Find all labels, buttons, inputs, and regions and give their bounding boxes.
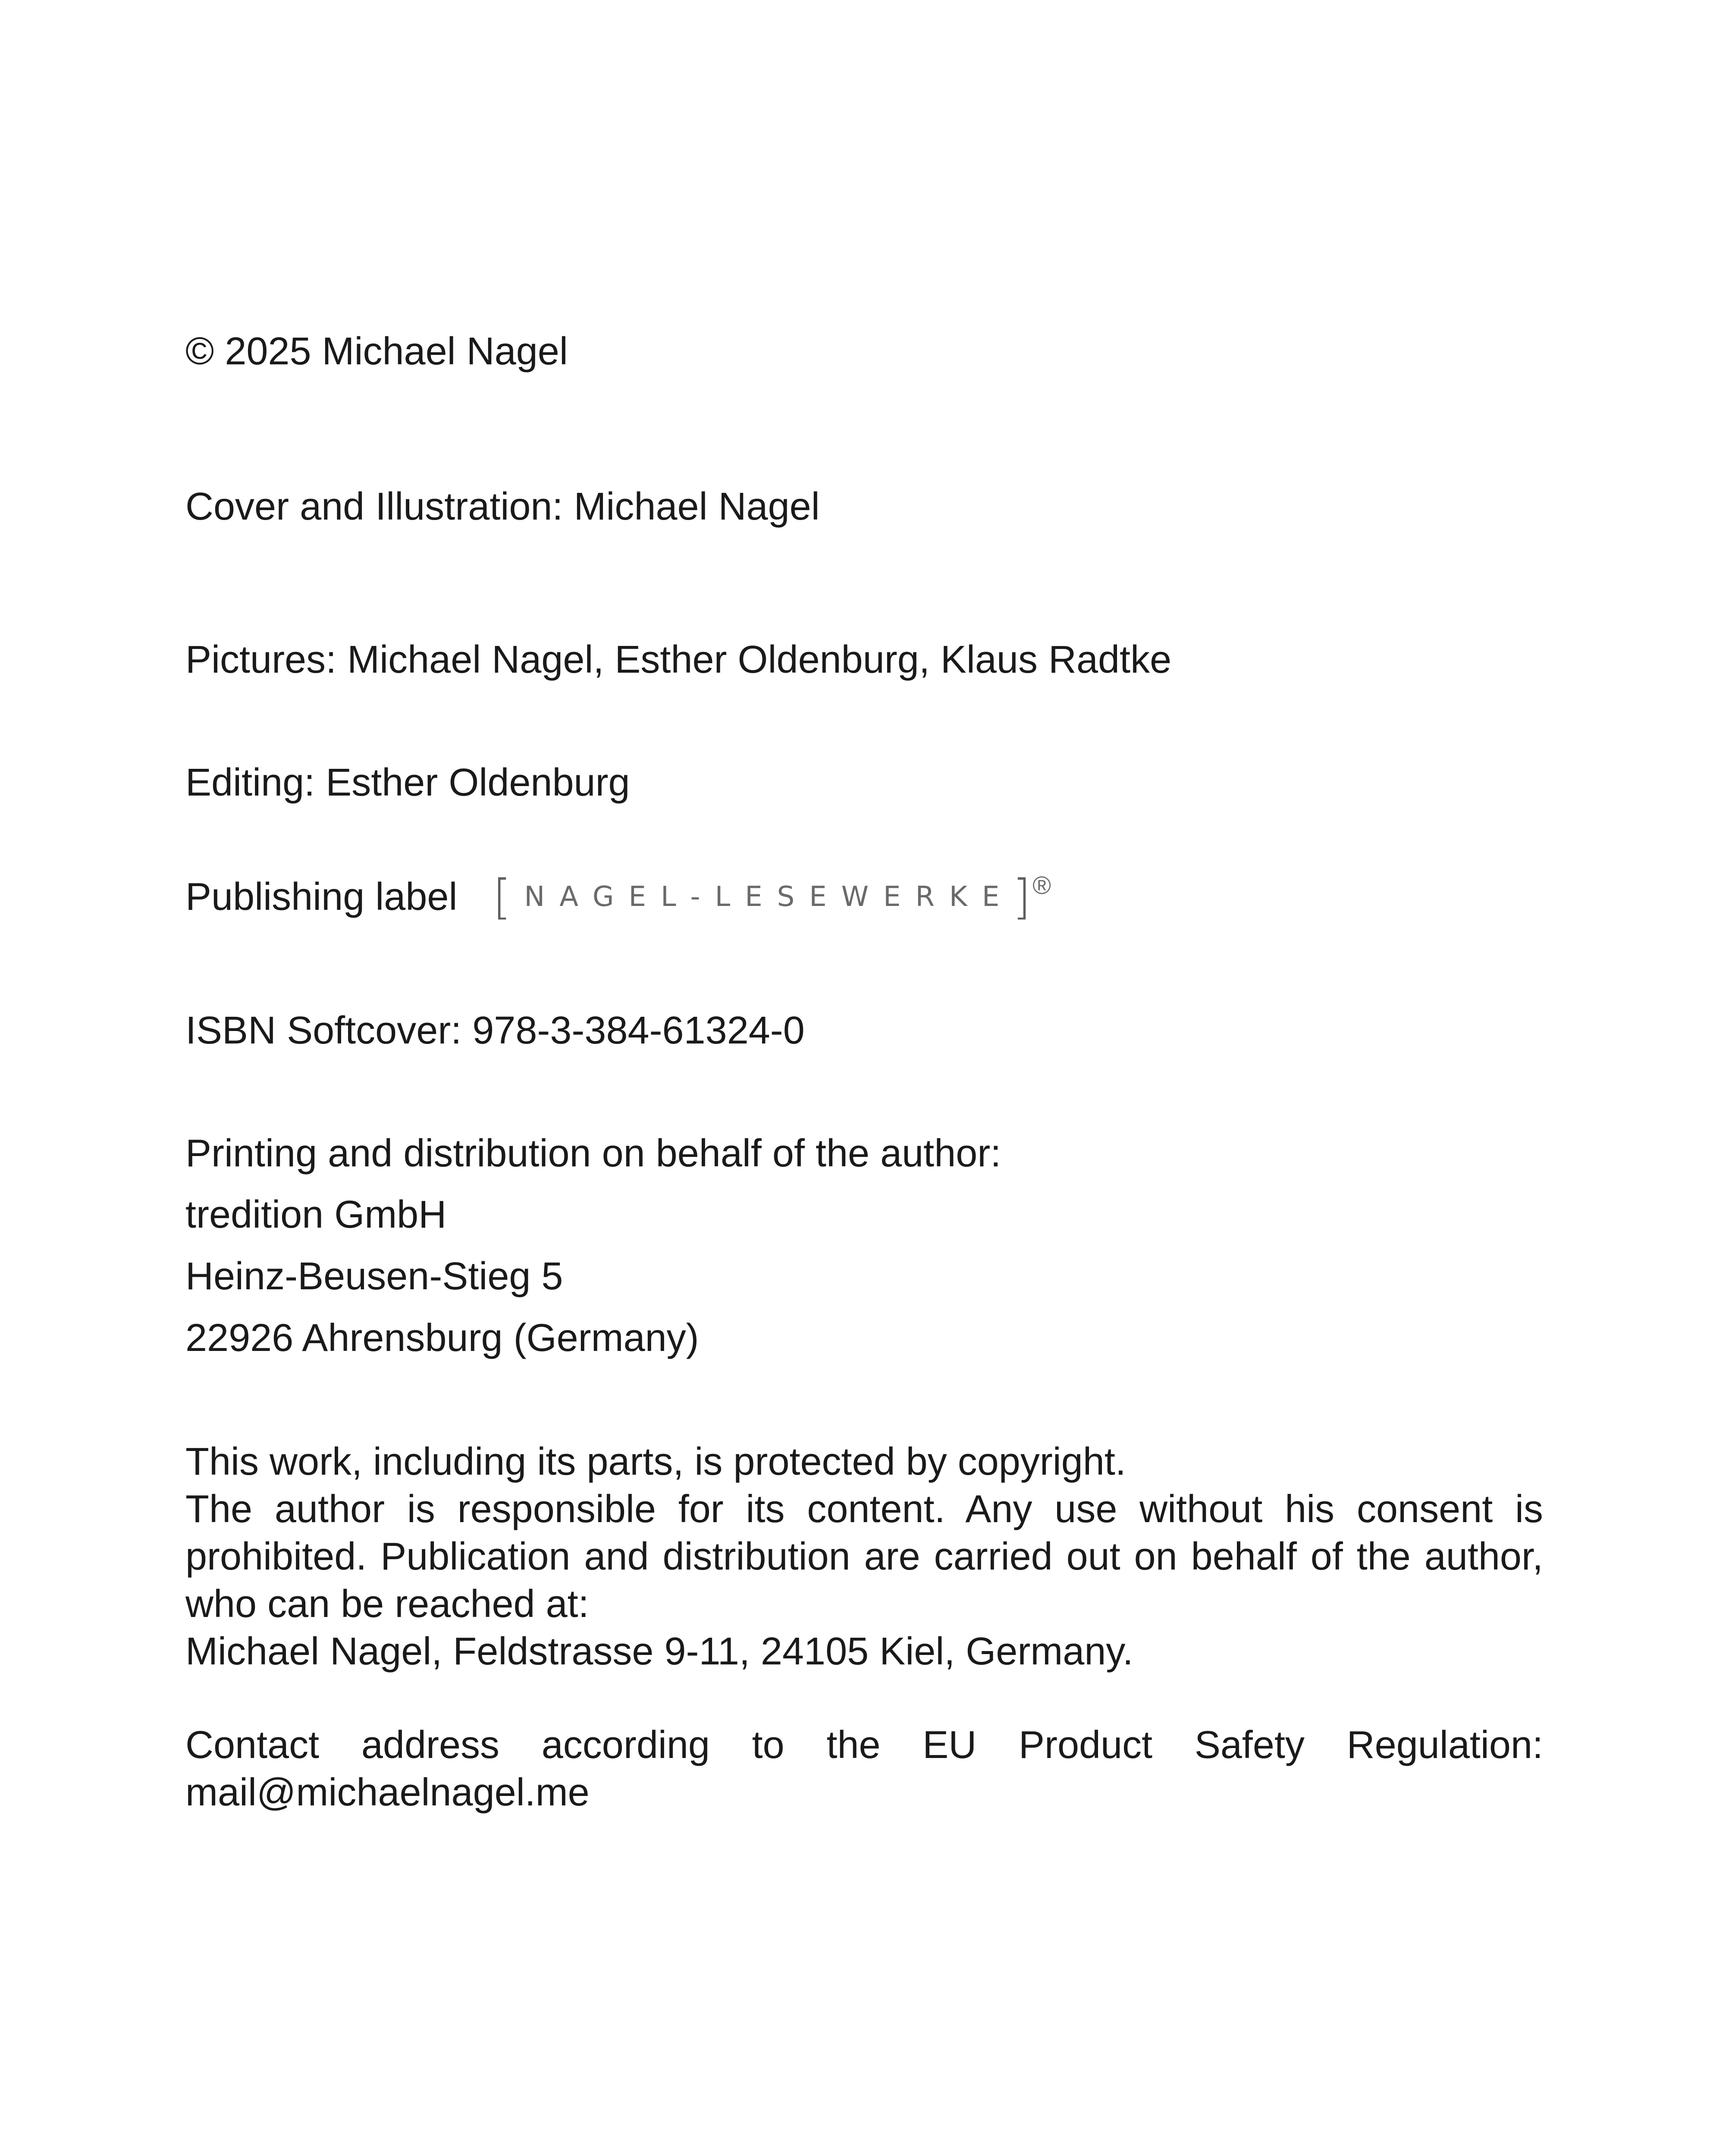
copyright-line: © 2025 Michael Nagel	[185, 330, 568, 373]
cover-credit: Cover and Illustration: Michael Nagel	[185, 485, 820, 528]
logo-close-bracket: ]	[1012, 869, 1031, 924]
publishing-label-row	[185, 869, 1051, 925]
logo-wordmark: NAGEL-LESEWERKE	[524, 881, 1014, 913]
printer-street: Heinz-Beusen-Stieg 5	[185, 1255, 563, 1298]
nagel-lesewerke-logo	[493, 869, 1051, 924]
contact-email: mail@michaelnagel.me	[185, 1771, 590, 1814]
copyright-notice: This work, including its parts, is protected by copyright.	[185, 1440, 1126, 1483]
publishing-label-text: Publishing label	[185, 875, 458, 918]
editing-credit: Editing: Esther Oldenburg	[185, 761, 630, 804]
logo-open-bracket: [	[493, 869, 511, 924]
printing-intro: Printing and distribution on behalf of the author:	[185, 1132, 1001, 1175]
contact-statement: Contact address according to the EU Product Safety Regulation:	[185, 1724, 1543, 1767]
printer-company: tredition GmbH	[185, 1193, 447, 1236]
registered-mark: ®	[1032, 871, 1051, 899]
responsibility-paragraph: The author is responsible for its content. Any use without his consent is prohibited. Publication and distribution are carried out on behalf of the author, who can be reached at:	[185, 1488, 1543, 1626]
printer-city: 22926 Ahrensburg (Germany)	[185, 1316, 699, 1360]
author-address: Michael Nagel, Feldstrasse 9-11, 24105 Kiel, Germany.	[185, 1630, 1133, 1673]
isbn-line: ISBN Softcover: 978-3-384-61324-0	[185, 1009, 805, 1052]
pictures-credit: Pictures: Michael Nagel, Esther Oldenburg, Klaus Radtke	[185, 638, 1172, 681]
